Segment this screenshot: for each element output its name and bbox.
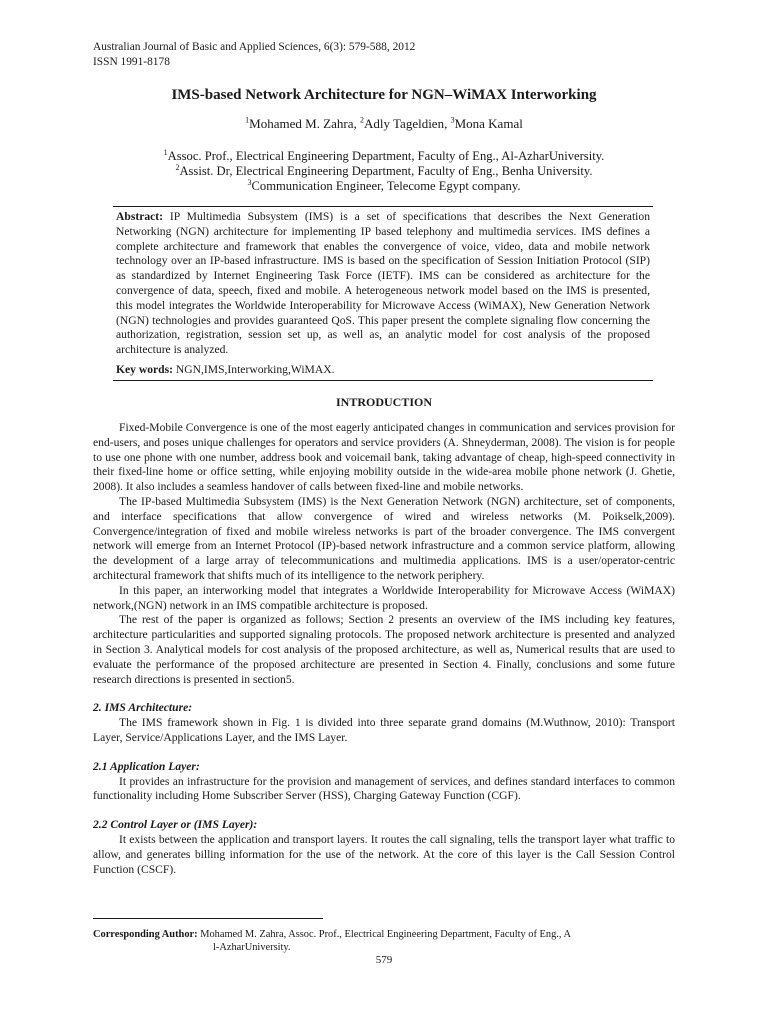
section-paragraph: The IMS framework shown in Fig. 1 is divided into three separate grand domains (M.Wuthnow, 2010): Transport Layer, Service/Applications Layer, and the IMS Layer. — [93, 716, 675, 744]
paper-title: IMS-based Network Architecture for NGN–WiMAX Interworking — [171, 87, 597, 103]
footnote-continuation: l-AzharUniversity. — [213, 942, 291, 953]
author-name: Mohamed M. Zahra, — [249, 116, 360, 131]
footnote-rule — [93, 918, 323, 919]
journal-header — [93, 40, 415, 70]
page-number: 579 — [375, 954, 393, 966]
affiliation-sup: 2 — [175, 162, 180, 172]
author-name: Mona Kamal — [454, 116, 523, 131]
abstract-top-rule — [113, 206, 653, 207]
affiliation-line — [0, 164, 768, 179]
affiliation-text: Assist. Dr, Electrical Engineering Department, Faculty of Eng., Benha University. — [179, 164, 593, 178]
author-sup: 2 — [360, 115, 364, 125]
body-paragraph: Fixed-Mobile Convergence is one of the most eagerly anticipated changes in communication and services provision for end-users, and poses unique challenges for operators and service providers (A. Shneyderman, 2008). The vision is for people to use one phone with one number, address book and voicemail bank, taking advantage of cheap, high-speed connectivity in their fixed-line home or office setting, while enjoying mobility outside in the wide-area mobile phone network (J. Ghetie, 2008). It also includes a seamless handover of calls between fixed-line and mobile networks. — [93, 421, 675, 494]
journal-citation: Australian Journal of Basic and Applied Sciences, 6(3): 579-588, 2012 — [93, 41, 416, 53]
keywords-text: NGN,IMS,Interworking,WiMAX. — [173, 363, 335, 376]
section-heading: 2.1 Application Layer: — [93, 759, 200, 773]
corresponding-author-footnote — [93, 928, 653, 954]
body-text — [93, 421, 675, 877]
affiliation-text: Assoc. Prof., Electrical Engineering Department, Faculty of Eng., Al-AzharUniversity. — [167, 149, 605, 163]
abstract-label: Abstract: — [116, 210, 164, 223]
body-paragraph: The rest of the paper is organized as follows; Section 2 presents an overview of the IMS including key features, architecture particularities and supported signaling protocols. The proposed network architecture is presented and analyzed in Section 3. Analytical models for cost analysis of the proposed architecture, as well as, Numerical results that are used to evaluate the performance of the proposed architecture are presented in Section 4. Finally, conclusions and some future research directions is presented in section5. — [93, 613, 675, 686]
section-paragraph: It provides an infrastructure for the provision and management of services, and defines standard interfaces to common functionality including Home Subscriber Server (HSS), Charging Gateway Function (CGF). — [93, 774, 675, 803]
abstract-bottom-rule — [113, 380, 653, 381]
keywords — [116, 363, 650, 376]
section-heading: 2.2 Control Layer or (IMS Layer): — [93, 818, 258, 832]
affiliation-line — [0, 179, 768, 194]
affiliations — [0, 149, 768, 194]
abstract — [116, 210, 650, 358]
body-paragraph: The IP-based Multimedia Subsystem (IMS) is the Next Generation Network (NGN) architecture, set of components, and interface specifications that allow convergence of wired and wireless networks (M. Poikselk,2009). Convergence/integration of fixed and mobile wireless networks is part of the broader convergence. The IMS convergent network will emerge from an Internet Protocol (IP)-based network infrastructure and a common service platform, allowing the development of a large array of telecommunications and multimedia applications. IMS is a user/operator-centric architectural framework that shifts much of its intelligence to the network periphery. — [93, 494, 675, 582]
abstract-text: IP Multimedia Subsystem (IMS) is a set of specifications that describes the Next Generation Networking (NGN) architecture for implementing IP based telephony and multimedia services. IMS defines a complete architecture and framework that enables the convergence of voice, video, data and mobile network technology over an IP-based infrastructure. IMS is based on the specification of Session Initiation Protocol (SIP) as standardized by Internet Engineering Task Force (IETF). IMS can be considered as architecture for the convergence of data, speech, fixed and mobile. A heterogeneous network model based on the IMS is presented, this model integrates the Worldwide Interoperability for Microwave Access (WiMAX), New Generation Network (NGN) technologies and provides guaranteed QoS. This paper present the complete signaling flow concerning the authorization, registration, session set up, as well as, an analytic model for cost analysis of the proposed architecture is analyzed. — [116, 210, 650, 357]
journal-issn: ISSN 1991-8178 — [93, 56, 170, 68]
footnote-label: Corresponding Author: — [93, 929, 198, 940]
introduction-heading: INTRODUCTION — [335, 395, 432, 409]
affiliation-text: Communication Engineer, Telecome Egypt company. — [251, 179, 521, 193]
affiliation-sup: 1 — [163, 147, 168, 157]
keywords-label: Key words: — [116, 363, 173, 376]
body-paragraph: In this paper, an interworking model that integrates a Worldwide Interoperability for Microwave Access (WiMAX) network,(NGN) network in an IMS compatible architecture is proposed. — [93, 583, 675, 612]
affiliation-line — [0, 149, 768, 164]
author-name: Adly Tageldien, — [364, 116, 451, 131]
section-paragraph: It exists between the application and transport layers. It routes the call signaling, tells the transport layer what traffic to allow, and generates billing information for the use of the network. At the core of this layer is the Call Session Control Function (CSCF). — [93, 832, 675, 876]
affiliation-sup: 3 — [247, 177, 252, 187]
footnote-text: Mohamed M. Zahra, Assoc. Prof., Electrical Engineering Department, Faculty of Eng., A — [197, 929, 571, 940]
author-sup: 3 — [450, 115, 455, 125]
section-heading: 2. IMS Architecture: — [93, 701, 193, 715]
author-sup: 1 — [245, 115, 250, 125]
author-list — [0, 116, 768, 132]
